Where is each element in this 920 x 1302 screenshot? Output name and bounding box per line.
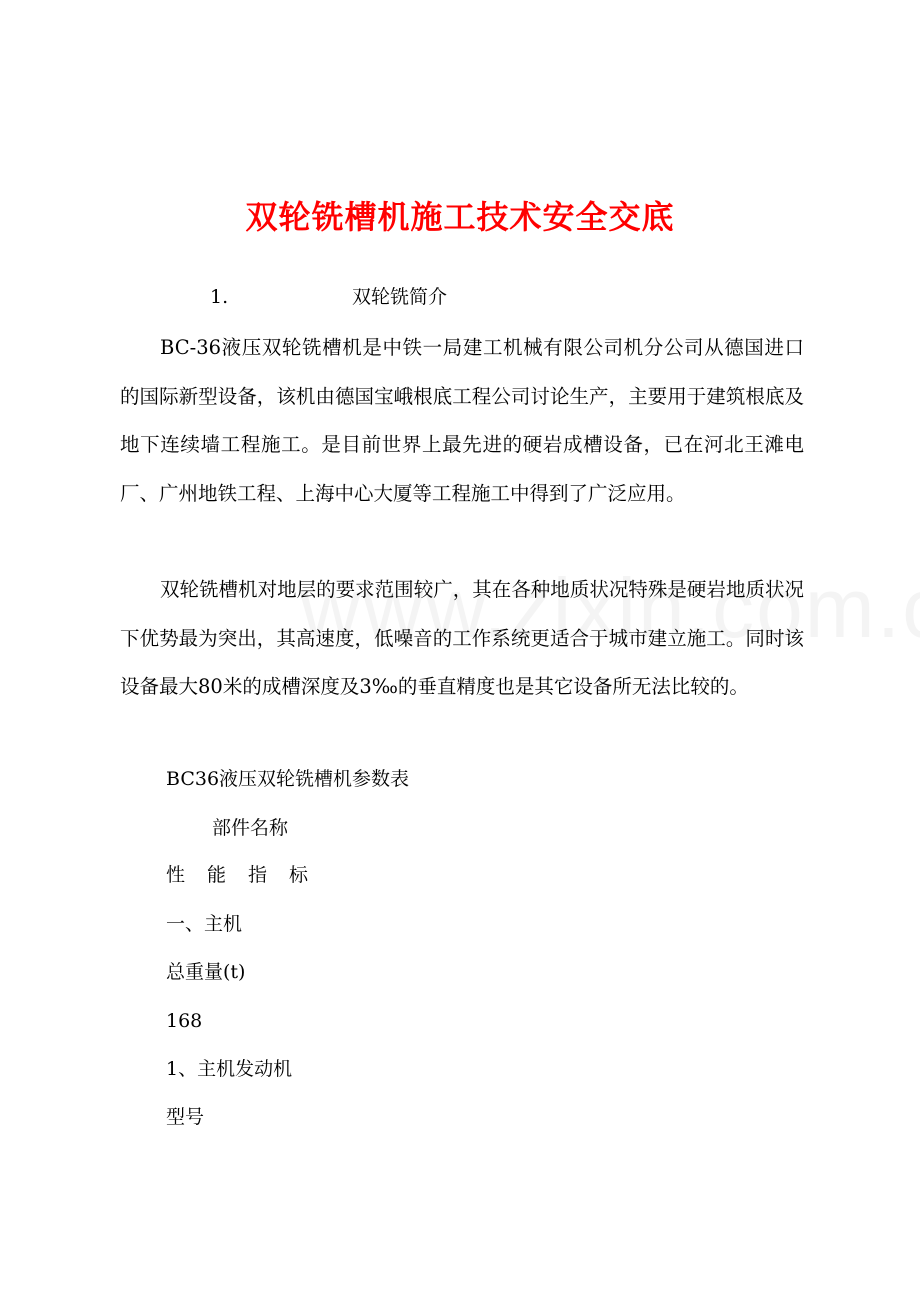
table-row: 型号 bbox=[166, 1106, 205, 1128]
perf-char: 性 bbox=[166, 864, 186, 886]
section-heading: 双轮铣简介 bbox=[352, 286, 448, 308]
table-row: 1、主机发动机 bbox=[166, 1058, 293, 1080]
table-title: BC36液压双轮铣槽机参数表 bbox=[166, 768, 410, 790]
perf-char: 标 bbox=[289, 864, 309, 886]
table-row: 总重量(t) bbox=[166, 961, 246, 983]
section-number: 1. bbox=[210, 286, 229, 308]
paragraph-intro: BC-36液压双轮铣槽机是中铁一局建工机械有限公司机分公司从德国进口的国际新型设备，该机由德国宝峨根底工程公司讨论生产，主要用于建筑根底及地下连续墙工程施工。是目前世界上最先进的硬岩成槽设备，已在河北王滩电厂、广州地铁工程、上海中心大厦等工程施工中得到了广泛应用。 bbox=[120, 336, 804, 505]
document-title: 双轮铣槽机施工技术安全交底 bbox=[245, 198, 675, 236]
column-header-part-name: 部件名称 bbox=[212, 817, 289, 839]
paragraph-advantages: 双轮铣槽机对地层的要求范围较广，其在各种地质状况特殊是硬岩地质状况下优势最为突出，其高速度，低噪音的工作系统更适合于城市建立施工。同时该设备最大80米的成槽深度及3‰的垂直精度也是其它设备所无法比较的。 bbox=[120, 578, 804, 698]
perf-char: 能 bbox=[207, 864, 227, 886]
table-row: 168 bbox=[166, 1010, 203, 1032]
table-row: 一、主机 bbox=[166, 913, 243, 935]
column-header-performance bbox=[166, 862, 330, 888]
perf-char: 指 bbox=[248, 864, 268, 886]
